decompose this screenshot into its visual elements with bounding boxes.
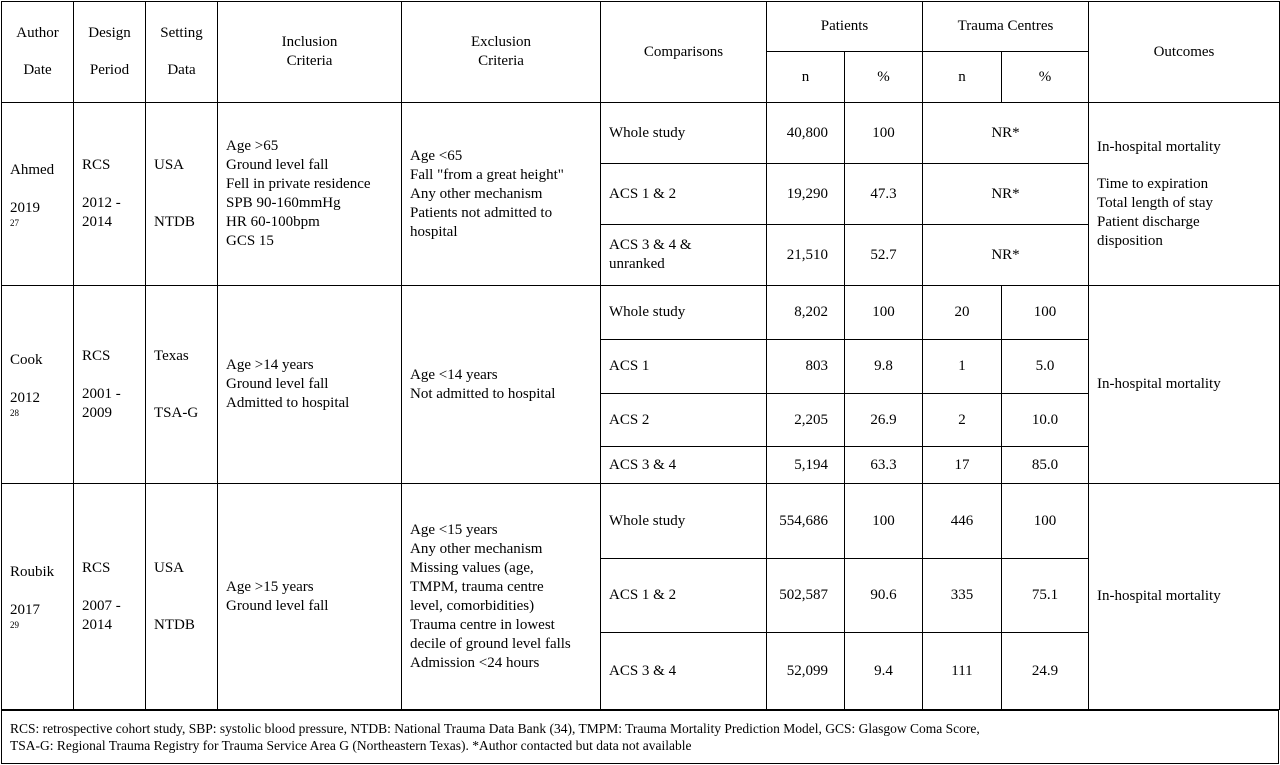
patients-pct: 90.6 <box>845 559 923 633</box>
reference-number: 28 <box>10 408 19 418</box>
table-row <box>2 286 1280 340</box>
patients-pct: 9.4 <box>845 633 923 710</box>
outcomes-cell <box>1089 484 1280 710</box>
trauma-centres-nr: NR* <box>923 103 1089 164</box>
trauma-centres-n: 20 <box>923 286 1002 340</box>
comparison-cell: ACS 1 <box>601 340 767 394</box>
study-period: 2001 - 2009 <box>82 385 121 421</box>
comparison-cell: Whole study <box>601 286 767 340</box>
comparison-cell: ACS 3 & 4 <box>601 633 767 710</box>
header-exclusion-criteria: Exclusion Criteria <box>402 2 601 103</box>
comparison-cell: Whole study <box>601 484 767 559</box>
criteria-line: TMPM, trauma centre <box>410 578 544 595</box>
criteria-line: Ground level fall <box>226 157 329 173</box>
trauma-centres-pct: 100 <box>1002 484 1089 559</box>
trauma-centres-nr: NR* <box>923 164 1089 225</box>
exclusion-criteria <box>402 484 601 710</box>
design-cell <box>74 103 146 286</box>
criteria-line: Age <65 <box>410 147 463 164</box>
criteria-line: Ground level fall <box>226 376 329 392</box>
study-year: 2012 <box>10 390 40 406</box>
reference-number: 27 <box>10 217 19 228</box>
table-footnote: RCS: retrospective cohort study, SBP: systolic blood pressure, NTDB: National Trauma Data Bank (34), TMPM: Trauma Mortality Prediction Model, GCS: Glasgow Coma Score, TSA-G: Regional Trauma Registry for Trauma Service Area G (Northeastern Texas). *Author contacted but data not available <box>1 710 1279 764</box>
criteria-line: Not admitted to hospital <box>410 385 556 402</box>
criteria-line: Fell in private residence <box>226 176 371 192</box>
trauma-centres-pct: 100 <box>1002 286 1089 340</box>
criteria-line: Patients not admitted to <box>410 204 553 221</box>
header-centres-pct: % <box>1002 52 1089 103</box>
design-cell <box>74 286 146 484</box>
outcome-item: In-hospital mortality <box>1097 376 1221 392</box>
study-table <box>1 1 1280 710</box>
design-cell <box>74 484 146 710</box>
criteria-line: Age >15 years <box>226 578 314 595</box>
study-period: 2007 - 2014 <box>82 597 121 633</box>
criteria-line: Age >14 years <box>226 357 314 373</box>
criteria-line: Any other mechanism <box>410 185 543 202</box>
header-setting-data: Setting Data <box>146 2 218 103</box>
patients-pct: 100 <box>845 286 923 340</box>
patients-pct: 47.3 <box>845 164 923 225</box>
study-design: RCS <box>82 157 111 173</box>
setting-cell <box>146 484 218 710</box>
study-design: RCS <box>82 559 111 576</box>
trauma-centres-n: 111 <box>923 633 1002 710</box>
header-trauma-centres: Trauma Centres <box>923 2 1089 52</box>
header-design-period: Design Period <box>74 2 146 103</box>
study-year: 2017 <box>10 602 40 618</box>
trauma-centres-pct: 85.0 <box>1002 447 1089 484</box>
inclusion-criteria <box>218 103 402 286</box>
data-source: TSA-G <box>154 404 199 421</box>
criteria-line: Trauma centre in lowest <box>410 616 555 633</box>
inclusion-criteria <box>218 286 402 484</box>
patients-n: 40,800 <box>767 103 845 164</box>
trauma-centres-n: 17 <box>923 447 1002 484</box>
criteria-line: hospital <box>410 223 458 240</box>
comparison-cell: ACS 1 & 2 <box>601 164 767 225</box>
inclusion-criteria <box>218 484 402 710</box>
study-design: RCS <box>82 347 111 364</box>
trauma-centres-n: 446 <box>923 484 1002 559</box>
trauma-centres-pct: 24.9 <box>1002 633 1089 710</box>
header-patients-n: n <box>767 52 845 103</box>
criteria-line: HR 60-100bpm <box>226 214 320 230</box>
exclusion-criteria <box>402 286 601 484</box>
patients-pct: 100 <box>845 103 923 164</box>
patients-n: 21,510 <box>767 225 845 286</box>
trauma-centres-n: 335 <box>923 559 1002 633</box>
criteria-line: Admission <24 hours <box>410 654 540 671</box>
patients-n: 8,202 <box>767 286 845 340</box>
trauma-centres-pct: 75.1 <box>1002 559 1089 633</box>
patients-n: 2,205 <box>767 394 845 447</box>
author-name: Roubik <box>10 564 55 580</box>
criteria-line: Ground level fall <box>226 597 329 614</box>
comparison-cell: ACS 1 & 2 <box>601 559 767 633</box>
trauma-centres-pct: 5.0 <box>1002 340 1089 394</box>
table-row <box>2 103 1280 164</box>
setting-cell <box>146 103 218 286</box>
data-source: NTDB <box>154 616 195 633</box>
criteria-line: Age >65 <box>226 138 279 154</box>
outcome-item: In-hospital mortality <box>1097 588 1221 604</box>
patients-n: 502,587 <box>767 559 845 633</box>
patients-pct: 100 <box>845 484 923 559</box>
comparison-cell: ACS 3 & 4 <box>601 447 767 484</box>
setting-cell <box>146 286 218 484</box>
criteria-line: Fall "from a great height" <box>410 166 564 183</box>
header-centres-n: n <box>923 52 1002 103</box>
patients-pct: 52.7 <box>845 225 923 286</box>
outcome-item: In-hospital mortality <box>1097 138 1221 155</box>
patients-n: 554,686 <box>767 484 845 559</box>
trauma-centres-n: 1 <box>923 340 1002 394</box>
patients-n: 5,194 <box>767 447 845 484</box>
exclusion-criteria <box>402 103 601 286</box>
study-setting: USA <box>154 157 185 173</box>
header-patients: Patients <box>767 2 923 52</box>
reference-number: 29 <box>10 620 19 630</box>
header-patients-pct: % <box>845 52 923 103</box>
header-comparisons: Comparisons <box>601 2 767 103</box>
data-source: NTDB <box>154 214 195 230</box>
patients-pct: 63.3 <box>845 447 923 484</box>
trauma-centres-nr: NR* <box>923 225 1089 286</box>
criteria-line: Admitted to hospital <box>226 395 350 411</box>
criteria-line: Any other mechanism <box>410 540 543 557</box>
criteria-line: GCS 15 <box>226 233 274 249</box>
comparison-cell: ACS 3 & 4 & unranked <box>601 225 767 286</box>
header-author-date: Author Date <box>2 2 74 103</box>
study-year: 2019 <box>10 199 40 216</box>
author-cell <box>2 103 74 286</box>
criteria-line: Age <14 years <box>410 366 498 383</box>
table-row <box>2 484 1280 559</box>
outcomes-cell <box>1089 103 1280 286</box>
author-cell <box>2 484 74 710</box>
author-name: Ahmed <box>10 161 55 178</box>
author-name: Cook <box>10 352 43 368</box>
criteria-line: level, comorbidities) <box>410 597 535 614</box>
trauma-centres-n: 2 <box>923 394 1002 447</box>
comparison-cell: ACS 2 <box>601 394 767 447</box>
criteria-line: SPB 90-160mmHg <box>226 195 341 211</box>
study-setting: Texas <box>154 347 189 364</box>
header-outcomes: Outcomes <box>1089 2 1280 103</box>
trauma-centres-pct: 10.0 <box>1002 394 1089 447</box>
outcomes-cell <box>1089 286 1280 484</box>
patients-n: 19,290 <box>767 164 845 225</box>
header-inclusion-criteria: Inclusion Criteria <box>218 2 402 103</box>
criteria-line: Missing values (age, <box>410 559 534 576</box>
outcome-item: Time to expiration Total length of stay Patient discharge disposition <box>1097 175 1214 249</box>
study-period: 2012 - 2014 <box>82 195 121 230</box>
author-cell <box>2 286 74 484</box>
patients-n: 803 <box>767 340 845 394</box>
criteria-line: Age <15 years <box>410 521 498 538</box>
patients-pct: 26.9 <box>845 394 923 447</box>
criteria-line: decile of ground level falls <box>410 635 571 652</box>
patients-n: 52,099 <box>767 633 845 710</box>
study-setting: USA <box>154 559 185 576</box>
patients-pct: 9.8 <box>845 340 923 394</box>
comparison-cell: Whole study <box>601 103 767 164</box>
